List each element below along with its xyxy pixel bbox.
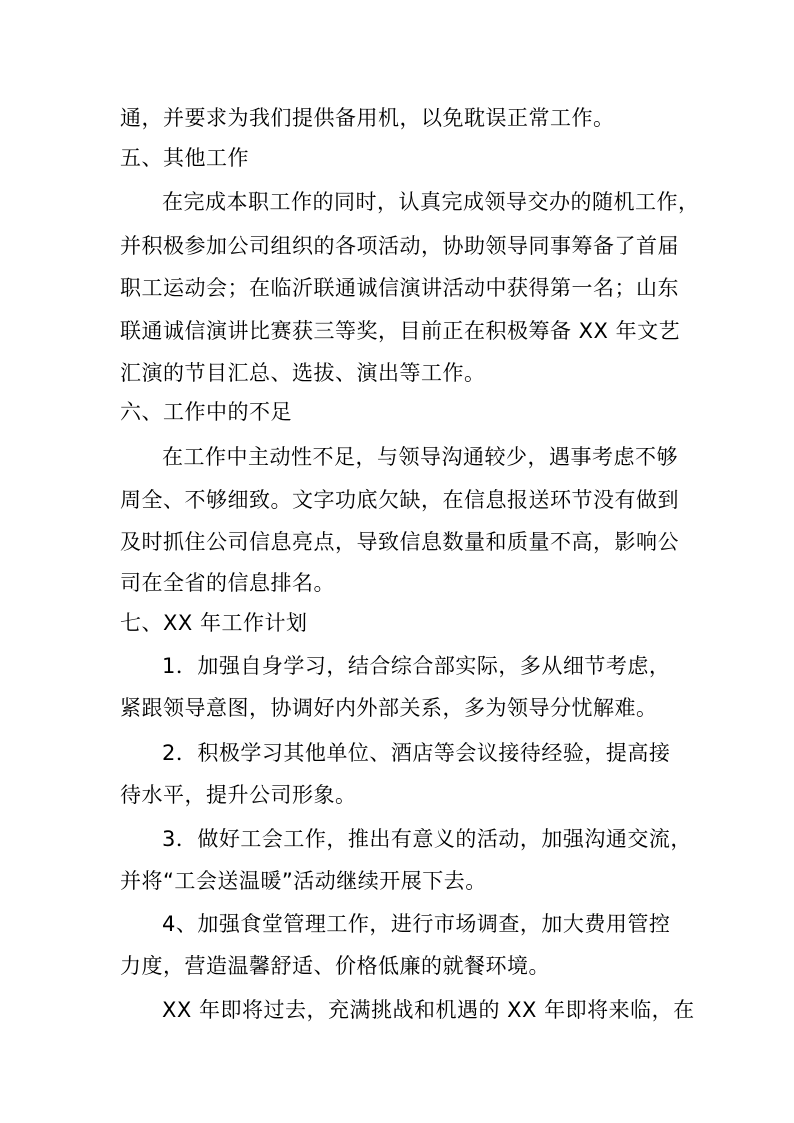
list-item-first-line: 3．做好工会工作，推出有意义的活动，加强沟通交流， [162, 827, 692, 851]
body-line: 并积极参加公司组织的各项活动，协助领导同事筹备了首届 [120, 234, 679, 258]
body-line: 周全、不够细致。文字功底欠缺，在信息报送环节没有做到 [120, 488, 679, 512]
body-line: 职工运动会；在临沂联通诚信演讲活动中获得第一名；山东 [120, 276, 679, 300]
body-line: 力度，营造温馨舒适、价格低廉的就餐环境。 [120, 954, 550, 978]
body-line: 汇演的节目汇总、选拔、演出等工作。 [120, 361, 486, 385]
list-item-first-line: 4、加强食堂管理工作，进行市场调查，加大费用管控 [162, 912, 671, 936]
section-heading: 七、XX 年工作计划 [120, 611, 308, 635]
body-line: 待水平，提升公司形象。 [120, 783, 357, 807]
body-line: 并将“工会送温暖”活动继续开展下去。 [120, 869, 487, 893]
section-heading: 五、其他工作 [120, 146, 249, 170]
body-line: 司在全省的信息排名。 [120, 571, 335, 595]
list-item-first-line: 2．积极学习其他单位、酒店等会议接待经验，提高接 [162, 741, 671, 765]
list-item-first-line: 1．加强自身学习，结合综合部实际，多从细节考虑， [162, 654, 671, 678]
body-line: 通，并要求为我们提供备用机，以免耽误正常工作。 [120, 106, 615, 130]
paragraph-first-line: XX 年即将过去，充满挑战和机遇的 XX 年即将来临，在 [162, 998, 695, 1022]
body-line: 紧跟领导意图，协调好内外部关系，多为领导分忧解难。 [120, 696, 658, 720]
paragraph-first-line: 在工作中主动性不足，与领导沟通较少，遇事考虑不够 [162, 445, 678, 469]
body-line: 联通诚信演讲比赛获三等奖，目前正在积极筹备 XX 年文艺 [120, 319, 681, 343]
paragraph-first-line: 在完成本职工作的同时，认真完成领导交办的随机工作， [162, 190, 700, 214]
section-heading: 六、工作中的不足 [120, 400, 292, 424]
body-line: 及时抓住公司信息亮点，导致信息数量和质量不高，影响公 [120, 530, 679, 554]
